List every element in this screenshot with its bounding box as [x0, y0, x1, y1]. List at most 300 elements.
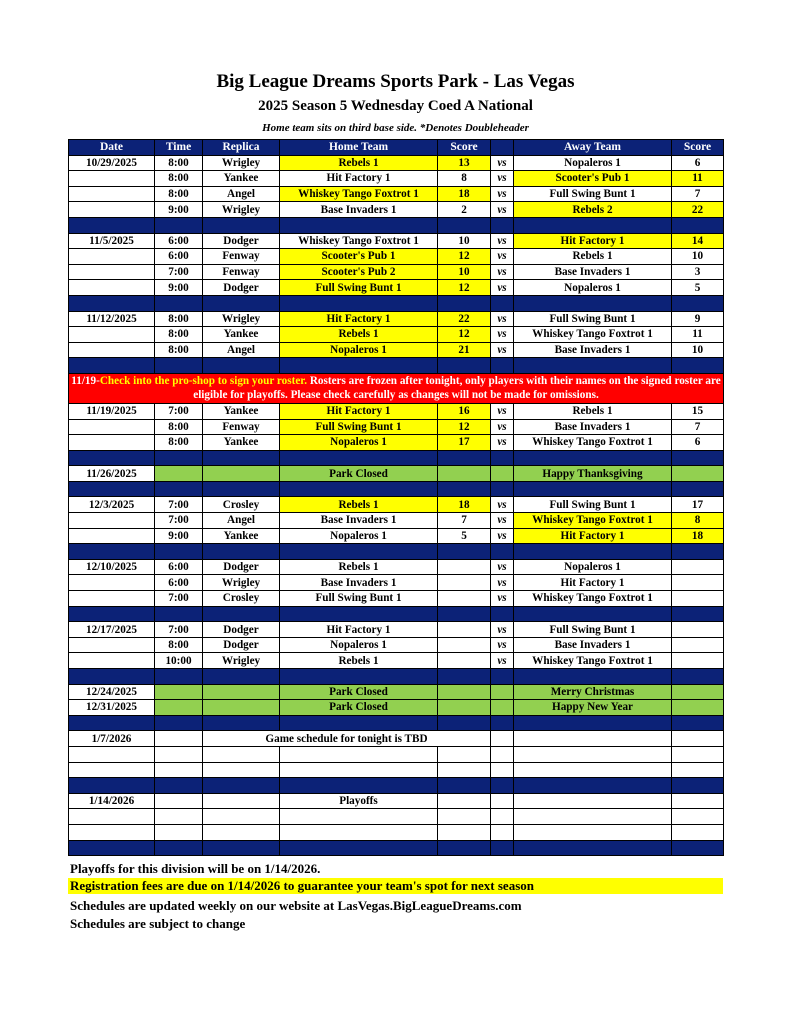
time-cell: [155, 809, 203, 825]
game-row: [69, 466, 724, 482]
separator-cell: [491, 778, 514, 794]
playoffs-label: Playoffs: [280, 793, 438, 809]
separator-cell: [69, 295, 155, 311]
away-team: Whiskey Tango Foxtrot 1: [514, 327, 672, 343]
vs-label: vs: [491, 559, 514, 575]
vs-label: vs: [491, 653, 514, 669]
game-time: 6:00: [155, 249, 203, 265]
separator-cell: [491, 669, 514, 685]
separator-cell: [672, 669, 724, 685]
separator-cell: [203, 358, 280, 374]
holiday-label: Happy New Year: [514, 700, 672, 716]
separator-cell: [69, 358, 155, 374]
time-cell: [155, 762, 203, 778]
away-score: [672, 622, 724, 638]
game-date: [69, 528, 155, 544]
col-home-team: Home Team: [280, 140, 438, 156]
game-date: 11/5/2025: [69, 233, 155, 249]
home-score: 5: [438, 528, 491, 544]
home-team: [280, 762, 438, 778]
game-time: 6:00: [155, 233, 203, 249]
vs-label: vs: [491, 171, 514, 187]
game-date: 11/26/2025: [69, 466, 155, 482]
game-time: 7:00: [155, 497, 203, 513]
separator-cell: [203, 840, 280, 856]
separator-cell: [514, 778, 672, 794]
separator-cell: [203, 606, 280, 622]
game-date: [69, 202, 155, 218]
game-time: 7:00: [155, 264, 203, 280]
separator-cell: [155, 217, 203, 233]
replica-field: Fenway: [203, 419, 280, 435]
away-score: 15: [672, 403, 724, 419]
away-score: [672, 591, 724, 607]
home-score: [438, 559, 491, 575]
replica-field: Dodger: [203, 233, 280, 249]
home-score: 10: [438, 264, 491, 280]
game-row: [69, 700, 724, 716]
separator-cell: [69, 715, 155, 731]
replica-field: Wrigley: [203, 311, 280, 327]
vs-cell: [491, 809, 514, 825]
away-team: Rebels 2: [514, 202, 672, 218]
time-cell: [155, 746, 203, 762]
separator-cell: [672, 544, 724, 560]
week-separator: [69, 715, 724, 731]
game-date: [69, 264, 155, 280]
replica-cell: [203, 793, 280, 809]
vs-cell: [491, 684, 514, 700]
game-time: 8:00: [155, 155, 203, 171]
away-score: 9: [672, 311, 724, 327]
notice-date: 11/19-: [71, 374, 100, 387]
game-date: [69, 591, 155, 607]
game-row: [69, 327, 724, 343]
vs-label: vs: [491, 435, 514, 451]
separator-cell: [491, 450, 514, 466]
home-team: Nopaleros 1: [280, 435, 438, 451]
home-team: [280, 746, 438, 762]
away-score: 6: [672, 435, 724, 451]
game-time: 8:00: [155, 186, 203, 202]
replica-field: Crosley: [203, 591, 280, 607]
vs-label: vs: [491, 311, 514, 327]
away-team: Full Swing Bunt 1: [514, 622, 672, 638]
notice-highlight: Check into the pro-shop to sign your roster.: [99, 374, 308, 387]
home-team: Whiskey Tango Foxtrot 1: [280, 233, 438, 249]
separator-cell: [69, 544, 155, 560]
away-team: Nopaleros 1: [514, 155, 672, 171]
home-score: 18: [438, 186, 491, 202]
separator-cell: [155, 295, 203, 311]
home-score: 7: [438, 513, 491, 529]
home-team: Hit Factory 1: [280, 403, 438, 419]
game-row: [69, 513, 724, 529]
home-team: Nopaleros 1: [280, 528, 438, 544]
separator-cell: [203, 544, 280, 560]
game-time: 8:00: [155, 342, 203, 358]
separator-cell: [280, 544, 438, 560]
away-score: 17: [672, 497, 724, 513]
away-team: [514, 824, 672, 840]
separator-cell: [280, 715, 438, 731]
away-team: Rebels 1: [514, 249, 672, 265]
home-score: [438, 575, 491, 591]
replica-cell: [203, 746, 280, 762]
separator-cell: [438, 606, 491, 622]
game-time: 7:00: [155, 622, 203, 638]
replica-field: Wrigley: [203, 653, 280, 669]
away-score: 7: [672, 419, 724, 435]
away-score: 14: [672, 233, 724, 249]
separator-cell: [203, 715, 280, 731]
separator-cell: [155, 450, 203, 466]
game-date: 12/31/2025: [69, 700, 155, 716]
time-cell: [155, 824, 203, 840]
game-row: [69, 591, 724, 607]
game-date: [69, 513, 155, 529]
separator-cell: [491, 217, 514, 233]
away-score: [672, 746, 724, 762]
replica-field: Angel: [203, 186, 280, 202]
game-date: [69, 327, 155, 343]
home-score: [438, 591, 491, 607]
replica-field: Wrigley: [203, 575, 280, 591]
week-separator: [69, 544, 724, 560]
home-team: Nopaleros 1: [280, 342, 438, 358]
home-team: Rebels 1: [280, 155, 438, 171]
game-time: 9:00: [155, 528, 203, 544]
vs-label: vs: [491, 497, 514, 513]
vs-cell: [491, 762, 514, 778]
separator-cell: [672, 450, 724, 466]
game-row: [69, 186, 724, 202]
separator-cell: [672, 606, 724, 622]
separator-cell: [280, 606, 438, 622]
game-date: [69, 762, 155, 778]
away-score: 10: [672, 249, 724, 265]
away-score: [672, 762, 724, 778]
separator-cell: [514, 669, 672, 685]
away-score: 10: [672, 342, 724, 358]
replica-field: Wrigley: [203, 155, 280, 171]
separator-cell: [491, 606, 514, 622]
home-score: [438, 809, 491, 825]
separator-cell: [69, 840, 155, 856]
game-time: 8:00: [155, 327, 203, 343]
holiday-label: Happy Thanksgiving: [514, 466, 672, 482]
game-time: 7:00: [155, 591, 203, 607]
week-separator: [69, 481, 724, 497]
game-time: 8:00: [155, 419, 203, 435]
away-score: 22: [672, 202, 724, 218]
separator-cell: [491, 358, 514, 374]
home-score: 12: [438, 249, 491, 265]
week-separator: [69, 840, 724, 856]
home-score: 8: [438, 171, 491, 187]
away-team: Full Swing Bunt 1: [514, 186, 672, 202]
replica-field: Yankee: [203, 528, 280, 544]
vs-label: vs: [491, 591, 514, 607]
separator-cell: [514, 715, 672, 731]
separator-cell: [280, 481, 438, 497]
game-time: 8:00: [155, 435, 203, 451]
game-date: 11/19/2025: [69, 403, 155, 419]
vs-label: vs: [491, 202, 514, 218]
game-time: 8:00: [155, 311, 203, 327]
away-score: [672, 559, 724, 575]
game-date: [69, 186, 155, 202]
game-date: 12/24/2025: [69, 684, 155, 700]
home-score: 16: [438, 403, 491, 419]
week-separator: [69, 295, 724, 311]
separator-cell: [438, 295, 491, 311]
separator-cell: [203, 481, 280, 497]
separator-cell: [672, 358, 724, 374]
vs-label: vs: [491, 622, 514, 638]
game-row: [69, 528, 724, 544]
separator-cell: [491, 481, 514, 497]
away-team: Whiskey Tango Foxtrot 1: [514, 591, 672, 607]
replica-field: Dodger: [203, 559, 280, 575]
game-date: [69, 746, 155, 762]
separator-cell: [280, 358, 438, 374]
away-team: Rebels 1: [514, 403, 672, 419]
vs-label: vs: [491, 280, 514, 296]
away-score: [672, 653, 724, 669]
game-time: 9:00: [155, 280, 203, 296]
away-score: [672, 731, 724, 747]
vs-label: vs: [491, 513, 514, 529]
separator-cell: [155, 669, 203, 685]
separator-cell: [514, 606, 672, 622]
separator-cell: [491, 295, 514, 311]
schedule-table: [68, 139, 724, 856]
home-team: Full Swing Bunt 1: [280, 419, 438, 435]
week-separator: [69, 669, 724, 685]
away-team: Base Invaders 1: [514, 342, 672, 358]
game-date: [69, 575, 155, 591]
separator-cell: [491, 840, 514, 856]
separator-cell: [438, 450, 491, 466]
home-score: [438, 637, 491, 653]
separator-cell: [203, 217, 280, 233]
away-team: Base Invaders 1: [514, 264, 672, 280]
away-team: Whiskey Tango Foxtrot 1: [514, 435, 672, 451]
replica-field: Dodger: [203, 280, 280, 296]
game-row: [69, 249, 724, 265]
vs-cell: [491, 824, 514, 840]
game-row: [69, 233, 724, 249]
game-row: [69, 575, 724, 591]
replica-field: Dodger: [203, 622, 280, 638]
home-team: Rebels 1: [280, 327, 438, 343]
home-score: 21: [438, 342, 491, 358]
game-row: [69, 809, 724, 825]
page-title: Big League Dreams Sports Park - Las Vegas: [216, 71, 575, 92]
game-row: [69, 497, 724, 513]
holiday-label: Merry Christmas: [514, 684, 672, 700]
away-score: [672, 575, 724, 591]
home-score: [438, 684, 491, 700]
game-row: [69, 202, 724, 218]
time-cell: [155, 700, 203, 716]
separator-cell: [69, 217, 155, 233]
vs-label: vs: [491, 528, 514, 544]
away-score: [672, 700, 724, 716]
separator-cell: [203, 778, 280, 794]
game-row: [69, 342, 724, 358]
home-score: 18: [438, 497, 491, 513]
home-team: Full Swing Bunt 1: [280, 280, 438, 296]
website-note: Schedules are updated weekly on our website at LasVegas.BigLeagueDreams.com: [70, 898, 522, 913]
home-score: 13: [438, 155, 491, 171]
home-score: [438, 762, 491, 778]
col-home-score: Score: [438, 140, 491, 156]
col-date: Date: [69, 140, 155, 156]
home-team: Base Invaders 1: [280, 202, 438, 218]
away-team: Nopaleros 1: [514, 280, 672, 296]
separator-cell: [280, 669, 438, 685]
vs-cell: [491, 731, 514, 747]
separator-cell: [69, 669, 155, 685]
away-team: Hit Factory 1: [514, 528, 672, 544]
game-time: 10:00: [155, 653, 203, 669]
vs-cell: [491, 466, 514, 482]
vs-label: vs: [491, 155, 514, 171]
home-team: Hit Factory 1: [280, 311, 438, 327]
replica-field: Angel: [203, 513, 280, 529]
separator-cell: [672, 778, 724, 794]
replica-field: Fenway: [203, 249, 280, 265]
registration-note: Registration fees are due on 1/14/2026 to guarantee your team's spot for next season: [68, 878, 723, 894]
away-team: Scooter's Pub 1: [514, 171, 672, 187]
away-score: 7: [672, 186, 724, 202]
game-time: 6:00: [155, 575, 203, 591]
game-row: [69, 559, 724, 575]
game-date: [69, 824, 155, 840]
separator-cell: [203, 295, 280, 311]
time-cell: [155, 793, 203, 809]
separator-cell: [155, 544, 203, 560]
away-team: Full Swing Bunt 1: [514, 497, 672, 513]
closed-label: Park Closed: [280, 700, 438, 716]
home-score: 17: [438, 435, 491, 451]
separator-cell: [514, 217, 672, 233]
week-separator: [69, 606, 724, 622]
game-date: [69, 809, 155, 825]
game-date: 12/10/2025: [69, 559, 155, 575]
replica-field: Fenway: [203, 264, 280, 280]
vs-label: vs: [491, 249, 514, 265]
home-score: [438, 746, 491, 762]
separator-cell: [69, 606, 155, 622]
away-score: 5: [672, 280, 724, 296]
replica-cell: [203, 684, 280, 700]
header-row: [69, 140, 724, 156]
home-team: Hit Factory 1: [280, 622, 438, 638]
separator-cell: [672, 840, 724, 856]
vs-label: vs: [491, 327, 514, 343]
home-team: Nopaleros 1: [280, 637, 438, 653]
away-team: Base Invaders 1: [514, 637, 672, 653]
separator-cell: [438, 544, 491, 560]
game-date: [69, 280, 155, 296]
time-cell: [155, 466, 203, 482]
game-row: [69, 793, 724, 809]
game-date: [69, 419, 155, 435]
home-team: Rebels 1: [280, 559, 438, 575]
away-score: [672, 684, 724, 700]
separator-cell: [438, 217, 491, 233]
away-team: [514, 731, 672, 747]
separator-cell: [514, 544, 672, 560]
replica-field: Yankee: [203, 403, 280, 419]
time-cell: [155, 684, 203, 700]
home-team: Scooter's Pub 2: [280, 264, 438, 280]
separator-cell: [491, 715, 514, 731]
vs-cell: [491, 746, 514, 762]
game-time: 7:00: [155, 403, 203, 419]
game-time: 7:00: [155, 513, 203, 529]
game-row: [69, 622, 724, 638]
separator-cell: [672, 295, 724, 311]
away-score: [672, 824, 724, 840]
separator-cell: [514, 295, 672, 311]
away-team: Whiskey Tango Foxtrot 1: [514, 653, 672, 669]
game-row: [69, 419, 724, 435]
game-date: [69, 637, 155, 653]
away-team: Hit Factory 1: [514, 233, 672, 249]
separator-cell: [438, 358, 491, 374]
separator-cell: [69, 778, 155, 794]
vs-label: vs: [491, 403, 514, 419]
separator-cell: [672, 217, 724, 233]
game-date: 12/3/2025: [69, 497, 155, 513]
vs-label: vs: [491, 264, 514, 280]
home-score: [438, 466, 491, 482]
separator-cell: [672, 481, 724, 497]
home-score: 10: [438, 233, 491, 249]
game-date: 10/29/2025: [69, 155, 155, 171]
home-score: [438, 653, 491, 669]
replica-field: Dodger: [203, 637, 280, 653]
game-date: [69, 653, 155, 669]
game-date: 12/17/2025: [69, 622, 155, 638]
separator-cell: [514, 481, 672, 497]
separator-cell: [203, 450, 280, 466]
game-row: [69, 311, 724, 327]
separator-cell: [69, 450, 155, 466]
vs-cell: [491, 793, 514, 809]
home-team: Base Invaders 1: [280, 513, 438, 529]
home-team: Scooter's Pub 1: [280, 249, 438, 265]
replica-field: Yankee: [203, 327, 280, 343]
away-team: Base Invaders 1: [514, 419, 672, 435]
game-date: 1/7/2026: [69, 731, 155, 747]
home-score: [438, 793, 491, 809]
game-row: [69, 684, 724, 700]
separator-cell: [155, 481, 203, 497]
game-date: 11/12/2025: [69, 311, 155, 327]
replica-cell: [203, 809, 280, 825]
away-score: 11: [672, 327, 724, 343]
separator-cell: [438, 840, 491, 856]
separator-cell: [203, 669, 280, 685]
roster-notice: [69, 373, 724, 403]
replica-field: Yankee: [203, 435, 280, 451]
home-team: Rebels 1: [280, 653, 438, 669]
